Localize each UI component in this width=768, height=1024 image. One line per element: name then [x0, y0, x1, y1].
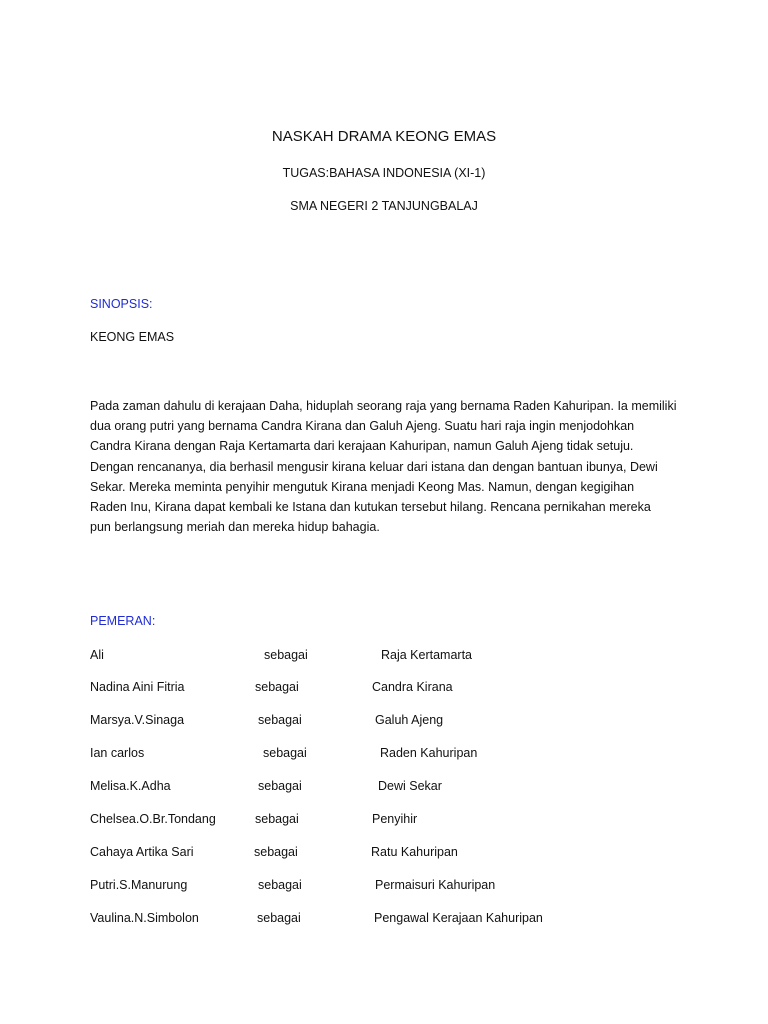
assignment-subtitle: TUGAS:BAHASA INDONESIA (XI-1) — [282, 166, 486, 180]
cast-row — [0, 746, 768, 764]
paragraph-line: Dengan rencananya, dia berhasil mengusir kirana keluar dari istana dan dengan bantuan ibunya, Dewi — [90, 459, 658, 474]
cast-name: Nadina Aini Fitria — [90, 680, 185, 694]
paragraph-line: Sekar. Mereka meminta penyihir mengutuk Kirana menjadi Keong Mas. Namun, dengan kegigihan — [90, 479, 635, 494]
cast-role: Raja Kertamarta — [381, 648, 473, 662]
cast-row — [0, 878, 768, 896]
cast-row — [0, 911, 768, 929]
paragraph-line: Candra Kirana dengan Raja Kertamarta dari kerajaan Kahuripan, namun Galuh Ajeng tidak setuju. — [90, 439, 634, 454]
document-title: NASKAH DRAMA KEONG EMAS — [271, 128, 497, 145]
cast-role: Permaisuri Kahuripan — [375, 878, 496, 892]
cast-role: Raden Kahuripan — [380, 746, 478, 760]
cast-as: sebagai — [255, 680, 299, 694]
cast-as: sebagai — [255, 812, 299, 826]
synopsis-paragraph — [90, 396, 690, 537]
paragraph-line: Pada zaman dahulu di kerajaan Daha, hiduplah seorang raja yang bernama Raden Kahuripan. Ia memiliki — [90, 399, 677, 413]
pemeran-heading: PEMERAN: — [90, 614, 156, 628]
cast-role: Dewi Sekar — [378, 779, 442, 793]
cast-role: Galuh Ajeng — [375, 713, 444, 727]
cast-role: Ratu Kahuripan — [371, 845, 458, 859]
cast-as: sebagai — [258, 878, 302, 892]
cast-row — [0, 779, 768, 797]
cast-role: Candra Kirana — [372, 680, 453, 694]
cast-name: Melisa.K.Adha — [90, 779, 171, 793]
cast-role: Pengawal Kerajaan Kahuripan — [374, 911, 543, 925]
paragraph-line: dua orang putri yang bernama Candra Kirana dan Galuh Ajeng. Suatu hari raja ingin menjodohkan — [90, 419, 635, 434]
paragraph-line: pun berlangsung meriah dan mereka hidup bahagia. — [90, 520, 380, 535]
school-name: SMA NEGERI 2 TANJUNGBALAJ — [290, 199, 478, 213]
cast-name: Cahaya Artika Sari — [90, 845, 194, 859]
cast-name: Ali — [90, 648, 104, 662]
cast-name: Vaulina.N.Simbolon — [90, 911, 199, 925]
cast-name: Putri.S.Manurung — [90, 878, 188, 892]
cast-as: sebagai — [257, 911, 301, 925]
cast-row — [0, 713, 768, 731]
cast-as: sebagai — [258, 779, 302, 793]
cast-row — [0, 845, 768, 863]
paragraph-line: Raden Inu, Kirana dapat kembali ke Istana dan kutukan tersebut hilang. Rencana pernikahan mereka — [90, 500, 651, 515]
cast-row — [0, 648, 768, 666]
cast-name: Marsya.V.Sinaga — [90, 713, 185, 727]
cast-as: sebagai — [254, 845, 298, 859]
cast-as: sebagai — [258, 713, 302, 727]
cast-as: sebagai — [263, 746, 307, 760]
cast-row — [0, 812, 768, 830]
cast-name: Ian carlos — [90, 746, 145, 760]
sinopsis-heading: SINOPSIS: — [90, 297, 153, 311]
story-title: KEONG EMAS — [90, 330, 175, 344]
cast-as: sebagai — [264, 648, 308, 662]
cast-name: Chelsea.O.Br.Tondang — [90, 812, 216, 826]
cast-role: Penyihir — [372, 812, 418, 826]
cast-row — [0, 680, 768, 698]
